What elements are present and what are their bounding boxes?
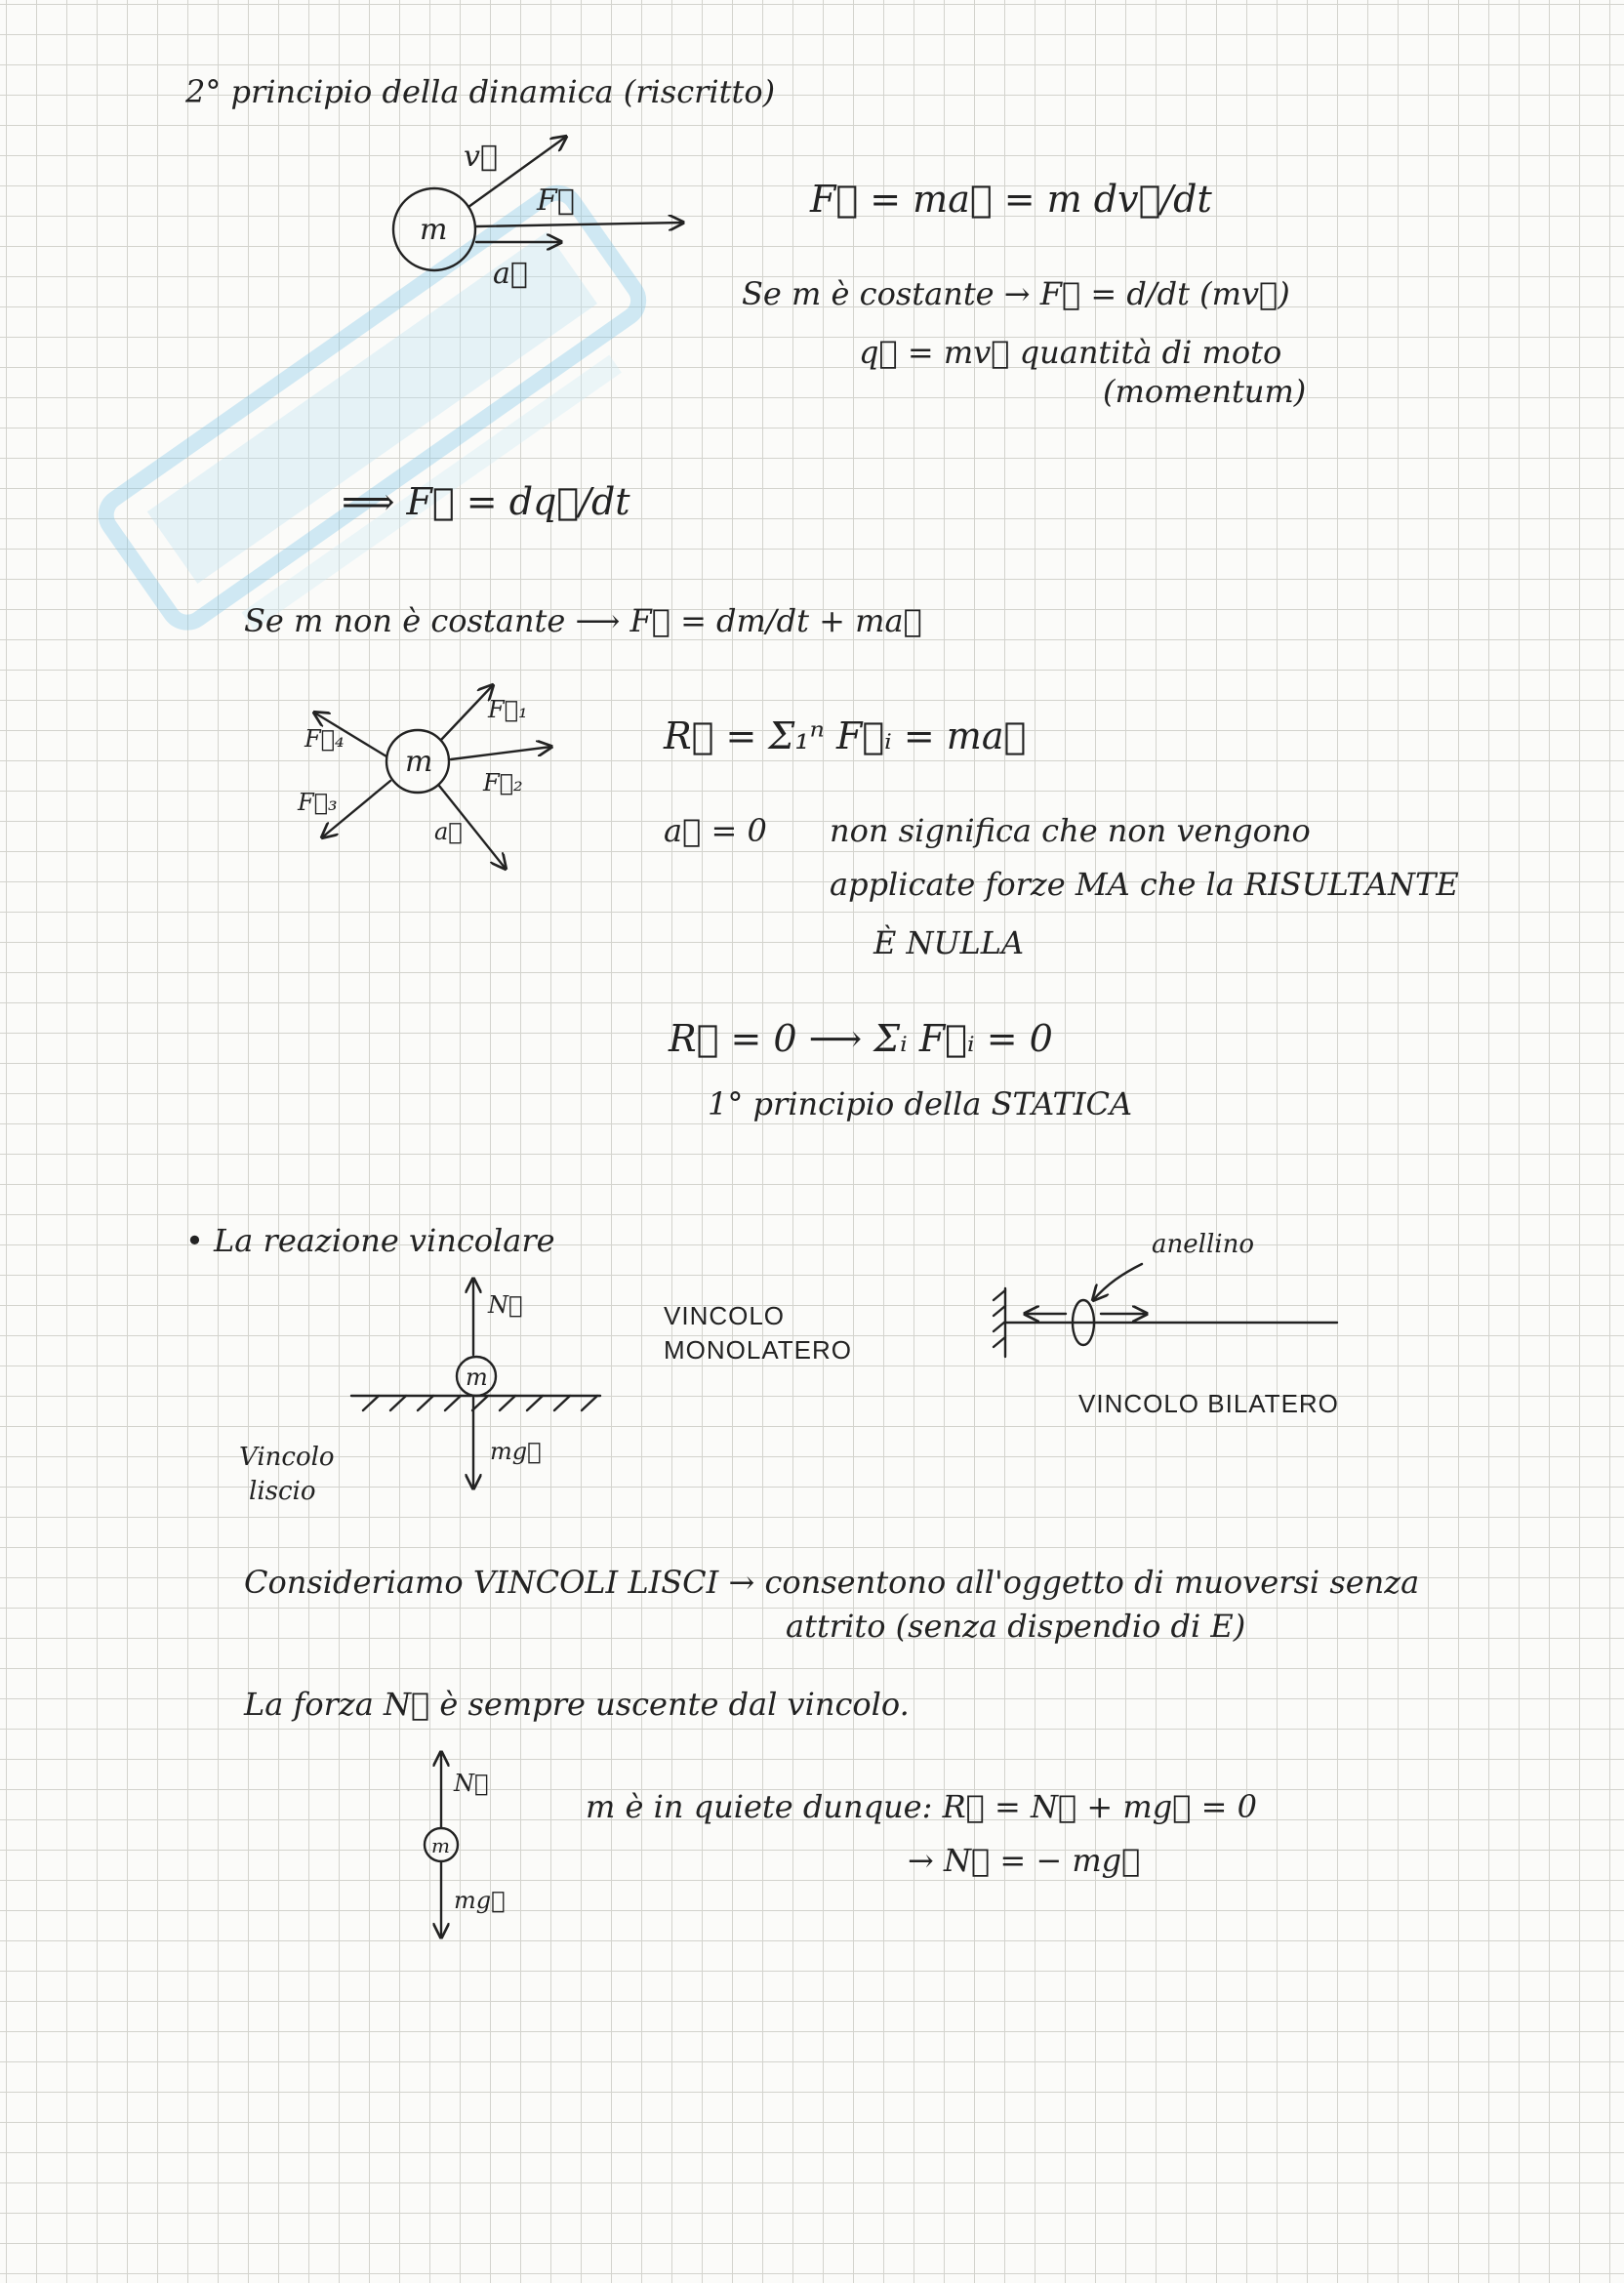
force-label: F⃗ <box>537 183 575 218</box>
a-zero-note-line3: È NULLA <box>873 924 1025 961</box>
figure-force-diagram <box>293 673 586 898</box>
force-f2-label: F⃗₂ <box>483 769 523 796</box>
mass-label: m <box>420 213 448 247</box>
velocity-label: v⃗ <box>464 140 498 174</box>
wall-hatching <box>994 1290 1005 1347</box>
smooth-constraint-label-line2: liscio <box>249 1477 316 1506</box>
condition-mass-constant: Se m è costante → F⃗ = d/dt (mv⃗) <box>742 275 1290 312</box>
condition-mass-variable: Se m non è costante ⟶ F⃗ = dm/dt + ma⃗ <box>244 602 922 639</box>
monolateral-label-line1: VINCOLO <box>664 1301 786 1330</box>
weight-label: mg⃗ <box>490 1438 542 1465</box>
force-f4-label: F⃗₄ <box>304 725 345 753</box>
mass-label: m <box>405 745 433 779</box>
a-zero-note-line1: non significa che non vengono <box>830 812 1311 849</box>
force-f2-arrow <box>451 747 551 759</box>
surface-hatching <box>363 1396 597 1410</box>
bilateral-label: VINCOLO BILATERO <box>1078 1389 1339 1418</box>
smooth-constraint-label-line1: Vincolo <box>239 1443 335 1472</box>
a-zero: a⃗ = 0 <box>664 812 767 849</box>
mass-label: m <box>431 1834 450 1857</box>
ring-pointer-arrow <box>1093 1264 1142 1300</box>
figure-monolateral-constraint <box>351 1269 615 1503</box>
monolateral-label-line2: MONOLATERO <box>664 1335 852 1365</box>
equilibrium-equation: R⃗ = 0 ⟶ Σᵢ F⃗ᵢ = 0 <box>669 1017 1053 1060</box>
acceleration-label: a⃗ <box>493 257 528 291</box>
equation-newton: F⃗ = ma⃗ = m dv⃗/dt <box>810 178 1212 221</box>
ring-label: anellino <box>1152 1230 1254 1259</box>
force-f1-label: F⃗₁ <box>488 696 528 723</box>
momentum-english: (momentum) <box>1103 373 1307 410</box>
weight-label: mg⃗ <box>454 1887 506 1914</box>
smooth-constraints-line1: Consideriamo VINCOLI LISCI → consentono all'oggetto di muoversi senza <box>244 1564 1420 1601</box>
momentum-definition: q⃗ = mv⃗ quantità di moto <box>859 334 1282 371</box>
equation-dq-dt: ⟹ F⃗ = dq⃗/dt <box>342 480 630 523</box>
mass-label: m <box>466 1364 488 1391</box>
normal-force-statement: La forza N⃗ è sempre uscente dal vincolo. <box>244 1686 910 1723</box>
figure-mass-vectors <box>371 107 742 303</box>
smooth-constraints-line2: attrito (senza dispendio di E) <box>786 1608 1246 1645</box>
figure-mass-at-rest <box>420 1747 537 1942</box>
force-f3-label: F⃗₃ <box>298 789 338 816</box>
force-arrow <box>476 223 683 226</box>
acceleration-label: a⃗ <box>434 818 463 845</box>
normal-force-label: N⃗ <box>454 1770 489 1797</box>
resultant-equation: R⃗ = Σ₁ⁿ F⃗ᵢ = ma⃗ <box>664 714 1027 757</box>
a-zero-note-line2: applicate forze MA che la RISULTANTE <box>830 866 1459 903</box>
normal-force-label: N⃗ <box>488 1291 523 1319</box>
section-heading-reaction: • La reazione vincolare <box>185 1222 555 1259</box>
page-title: 2° principio della dinamica (riscritto) <box>185 73 776 110</box>
normal-equals-minus-weight: → N⃗ = − mg⃗ <box>908 1842 1141 1879</box>
statics-principle: 1° principio della STATICA <box>708 1085 1133 1122</box>
at-rest-equation: m è in quiete dunque: R⃗ = N⃗ + mg⃗ = 0 <box>586 1788 1257 1825</box>
force-f1-arrow <box>441 685 493 740</box>
